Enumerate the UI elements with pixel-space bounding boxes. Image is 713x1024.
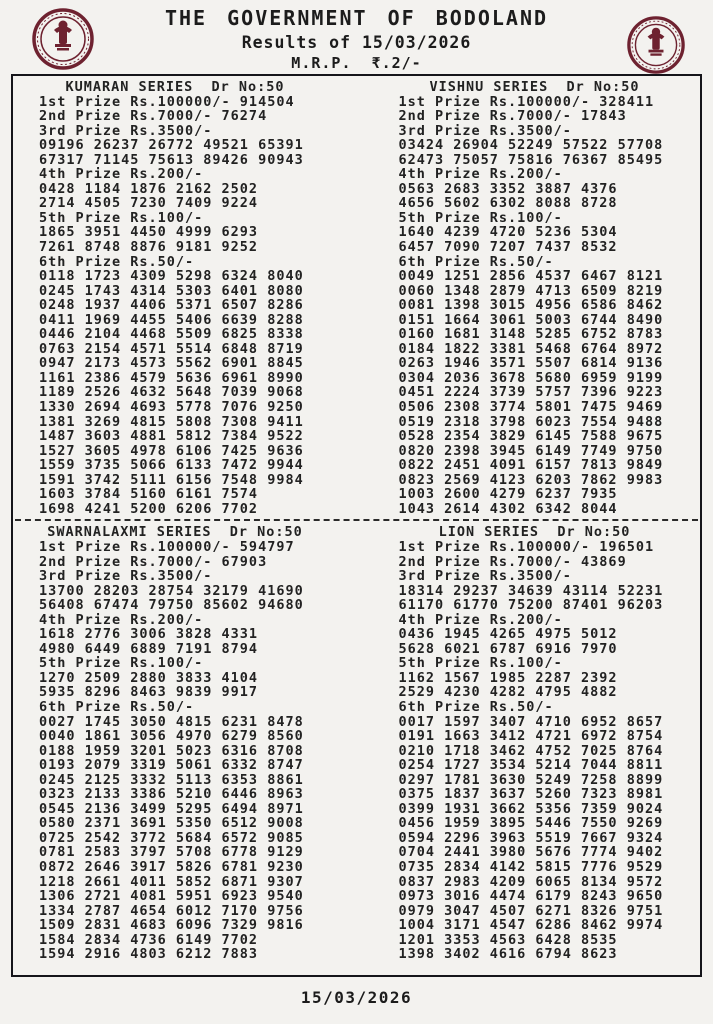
winning-numbers-row: 0735 2834 4142 5815 7776 9529 bbox=[398, 858, 664, 875]
winning-numbers-row: 0160 1681 3148 5285 6752 8783 bbox=[398, 326, 664, 343]
winning-numbers-row: 1398 3402 4616 6794 8623 bbox=[398, 946, 618, 963]
winning-numbers-row: 61170 61770 75200 87401 96203 bbox=[398, 597, 664, 614]
prize-label: 5th Prize Rs.100/- bbox=[39, 209, 204, 226]
winning-numbers-row: 0947 2173 4573 5562 6901 8845 bbox=[39, 355, 304, 372]
winning-numbers-row: 09196 26237 26772 49521 65391 bbox=[39, 137, 304, 154]
winning-numbers-row: 1865 3951 4450 4999 6293 bbox=[39, 224, 259, 241]
winning-numbers-row: 0411 1969 4455 5406 6639 8288 bbox=[39, 311, 304, 328]
winning-numbers-row: 1306 2721 4081 5951 6923 9540 bbox=[39, 888, 304, 905]
winning-numbers-row: 1487 3603 4881 5812 7384 9522 bbox=[39, 428, 304, 445]
winning-numbers-row: 0436 1945 4265 4975 5012 bbox=[398, 626, 618, 643]
prize-label: 6th Prize Rs.50/- bbox=[39, 253, 195, 270]
winning-numbers-row: 0040 1861 3056 4970 6279 8560 bbox=[39, 728, 304, 745]
prize-label: 5th Prize Rs.100/- bbox=[39, 655, 204, 672]
winning-numbers-row: 13700 28203 28754 32179 41690 bbox=[39, 582, 304, 599]
winning-numbers-row: 0979 3047 4507 6271 8326 9751 bbox=[398, 902, 664, 919]
winning-numbers-row: 67317 71145 75613 89426 90943 bbox=[39, 151, 304, 168]
winning-numbers-row: 6457 7090 7207 7437 8532 bbox=[398, 239, 618, 256]
winning-numbers-row: 1594 2916 4803 6212 7883 bbox=[39, 946, 259, 963]
winning-numbers-row: 0210 1718 3462 4752 7025 8764 bbox=[398, 742, 664, 759]
winning-numbers-row: 0193 2079 3319 5061 6332 8747 bbox=[39, 757, 304, 774]
winning-numbers-row: 0519 2318 3798 6023 7554 9488 bbox=[398, 413, 664, 430]
page-title: THE GOVERNMENT OF BODOLAND bbox=[164, 6, 549, 30]
winning-numbers-row: 0506 2308 3774 5801 7475 9469 bbox=[398, 399, 664, 416]
winning-numbers-row: 0763 2154 4571 5514 6848 8719 bbox=[39, 340, 304, 357]
winning-numbers-row: 0399 1931 3662 5356 7359 9024 bbox=[398, 800, 664, 817]
winning-numbers-row: 0823 2569 4123 6203 7862 9983 bbox=[398, 471, 664, 488]
government-emblem-icon bbox=[625, 14, 687, 76]
winning-numbers-row: 1584 2834 4736 6149 7702 bbox=[39, 931, 259, 948]
winning-numbers-row: 5935 8296 8463 9839 9917 bbox=[39, 684, 259, 701]
winning-numbers-row: 1527 3605 4978 6106 7425 9636 bbox=[39, 442, 304, 459]
winning-numbers-row: 1509 2831 4683 6096 7329 9816 bbox=[39, 917, 304, 934]
winning-numbers-row: 4980 6449 6889 7191 8794 bbox=[39, 640, 259, 657]
winning-numbers-row: 0323 2133 3386 5210 6446 8963 bbox=[39, 786, 304, 803]
winning-numbers-row: 0049 1251 2856 4537 6467 8121 bbox=[398, 268, 664, 285]
prize-label: 1st Prize Rs.100000/- 328411 bbox=[398, 93, 655, 110]
winning-numbers-row: 0973 3016 4474 6179 8243 9650 bbox=[398, 888, 664, 905]
dashed-divider bbox=[15, 519, 698, 521]
winning-numbers-row: 2529 4230 4282 4795 4882 bbox=[398, 684, 618, 701]
series-title: LION SERIES Dr No:50 bbox=[438, 524, 631, 541]
prize-label: 2nd Prize Rs.7000/- 43869 bbox=[398, 553, 627, 570]
winning-numbers-row: 0528 2354 3829 6145 7588 9675 bbox=[398, 428, 664, 445]
winning-numbers-row: 1334 2787 4654 6012 7170 9756 bbox=[39, 902, 304, 919]
winning-numbers-row: 0451 2224 3739 5757 7396 9223 bbox=[398, 384, 664, 401]
winning-numbers-row: 0820 2398 3945 6149 7749 9750 bbox=[398, 442, 664, 459]
series-body bbox=[399, 525, 671, 961]
winning-numbers-row: 1591 3742 5111 6156 7548 9984 bbox=[39, 471, 304, 488]
winning-numbers-row: 0563 2683 3352 3887 4376 bbox=[398, 180, 618, 197]
footer-date: 15/03/2026 bbox=[300, 988, 413, 1007]
winning-numbers-row: 0248 1937 4406 5371 6507 8286 bbox=[39, 297, 304, 314]
results-box bbox=[11, 74, 702, 977]
series-body bbox=[39, 80, 311, 516]
mrp-label: M.R.P. ₹.2/- bbox=[291, 54, 422, 72]
series-section-swarnalaxmi bbox=[13, 525, 357, 961]
winning-numbers-row: 5628 6021 6787 6916 7970 bbox=[398, 640, 618, 657]
winning-numbers-row: 0304 2036 3678 5680 6959 9199 bbox=[398, 369, 664, 386]
winning-numbers-row: 0580 2371 3691 5350 6512 9008 bbox=[39, 815, 304, 832]
winning-numbers-row: 1201 3353 4563 6428 8535 bbox=[398, 931, 618, 948]
winning-numbers-row: 0456 1959 3895 5446 7550 9269 bbox=[398, 815, 664, 832]
winning-numbers-row: 0263 1946 3571 5507 6814 9136 bbox=[398, 355, 664, 372]
winning-numbers-row: 0781 2583 3797 5708 6778 9129 bbox=[39, 844, 304, 861]
prize-label: 3rd Prize Rs.3500/- bbox=[39, 122, 213, 139]
winning-numbers-row: 0188 1959 3201 5023 6316 8708 bbox=[39, 742, 304, 759]
winning-numbers-row: 1043 2614 4302 6342 8044 bbox=[398, 500, 618, 517]
prize-label: 4th Prize Rs.200/- bbox=[398, 611, 563, 628]
winning-numbers-row: 18314 29237 34639 43114 52231 bbox=[398, 582, 664, 599]
prize-label: 1st Prize Rs.100000/- 594797 bbox=[39, 538, 295, 555]
series-title: KUMARAN SERIES Dr No:50 bbox=[65, 79, 285, 95]
winning-numbers-row: 4656 5602 6302 8088 8728 bbox=[398, 195, 618, 212]
winning-numbers-row: 1603 3784 5160 6161 7574 bbox=[39, 486, 259, 503]
winning-numbers-row: 0027 1745 3050 4815 6231 8478 bbox=[39, 713, 304, 730]
winning-numbers-row: 0375 1837 3637 5260 7323 8981 bbox=[398, 786, 664, 803]
prize-label: 1st Prize Rs.100000/- 914504 bbox=[39, 93, 295, 110]
prize-label: 2nd Prize Rs.7000/- 17843 bbox=[398, 108, 627, 125]
winning-numbers-row: 0545 2136 3499 5295 6494 8971 bbox=[39, 800, 304, 817]
winning-numbers-row: 0254 1727 3534 5214 7044 8811 bbox=[398, 757, 664, 774]
prize-label: 6th Prize Rs.50/- bbox=[398, 253, 554, 270]
winning-numbers-row: 03424 26904 52249 57522 57708 bbox=[398, 137, 664, 154]
winning-numbers-row: 0081 1398 3015 4956 6586 8462 bbox=[398, 297, 664, 314]
header-titles bbox=[0, 6, 713, 72]
winning-numbers-row: 1381 3269 4815 5808 7308 9411 bbox=[39, 413, 304, 430]
winning-numbers-row: 0118 1723 4309 5298 6324 8040 bbox=[39, 268, 304, 285]
winning-numbers-row: 2714 4505 7230 7409 9224 bbox=[39, 195, 259, 212]
winning-numbers-row: 0245 1743 4314 5303 6401 8080 bbox=[39, 282, 304, 299]
series-title: VISHNU SERIES Dr No:50 bbox=[429, 79, 640, 95]
series-body bbox=[399, 80, 671, 516]
prize-label: 4th Prize Rs.200/- bbox=[398, 166, 563, 183]
winning-numbers-row: 56408 67474 79750 85602 94680 bbox=[39, 597, 304, 614]
prize-label: 2nd Prize Rs.7000/- 76274 bbox=[39, 108, 268, 125]
winning-numbers-row: 1559 3735 5066 6133 7472 9944 bbox=[39, 457, 304, 474]
winning-numbers-row: 0704 2441 3980 5676 7774 9402 bbox=[398, 844, 664, 861]
winning-numbers-row: 0872 2646 3917 5826 6781 9230 bbox=[39, 858, 304, 875]
prize-label: 5th Prize Rs.100/- bbox=[398, 209, 563, 226]
series-section-lion bbox=[357, 525, 701, 961]
winning-numbers-row: 0725 2542 3772 5684 6572 9085 bbox=[39, 829, 304, 846]
prize-label: 2nd Prize Rs.7000/- 67903 bbox=[39, 553, 268, 570]
winning-numbers-row: 1698 4241 5200 6206 7702 bbox=[39, 500, 259, 517]
prize-label: 5th Prize Rs.100/- bbox=[398, 655, 563, 672]
series-section-vishnu bbox=[357, 80, 701, 516]
winning-numbers-row: 62473 75057 75816 76367 85495 bbox=[398, 151, 664, 168]
prize-label: 6th Prize Rs.50/- bbox=[39, 698, 195, 715]
prize-label: 3rd Prize Rs.3500/- bbox=[39, 568, 213, 585]
winning-numbers-row: 1618 2776 3006 3828 4331 bbox=[39, 626, 259, 643]
winning-numbers-row: 1640 4239 4720 5236 5304 bbox=[398, 224, 618, 241]
winning-numbers-row: 1003 2600 4279 6237 7935 bbox=[398, 486, 618, 503]
series-body bbox=[39, 525, 311, 961]
prize-label: 1st Prize Rs.100000/- 196501 bbox=[398, 538, 655, 555]
winning-numbers-row: 0245 2125 3332 5113 6353 8861 bbox=[39, 771, 304, 788]
winning-numbers-row: 0017 1597 3407 4710 6952 8657 bbox=[398, 713, 664, 730]
winning-numbers-row: 1162 1567 1985 2287 2392 bbox=[398, 669, 618, 686]
prize-label: 4th Prize Rs.200/- bbox=[39, 166, 204, 183]
winning-numbers-row: 0446 2104 4468 5509 6825 8338 bbox=[39, 326, 304, 343]
winning-numbers-row: 0151 1664 3061 5003 6744 8490 bbox=[398, 311, 664, 328]
winning-numbers-row: 0837 2983 4209 6065 8134 9572 bbox=[398, 873, 664, 890]
prize-label: 3rd Prize Rs.3500/- bbox=[398, 568, 572, 585]
winning-numbers-row: 1270 2509 2880 3833 4104 bbox=[39, 669, 259, 686]
prize-label: 4th Prize Rs.200/- bbox=[39, 611, 204, 628]
results-date-subtitle: Results of 15/03/2026 bbox=[241, 33, 472, 52]
winning-numbers-row: 1330 2694 4693 5778 7076 9250 bbox=[39, 399, 304, 416]
winning-numbers-row: 1218 2661 4011 5852 6871 9307 bbox=[39, 873, 304, 890]
document-header bbox=[0, 0, 713, 74]
winning-numbers-row: 0060 1348 2879 4713 6509 8219 bbox=[398, 282, 664, 299]
top-series-row bbox=[13, 80, 700, 516]
winning-numbers-row: 1161 2386 4579 5636 6961 8990 bbox=[39, 369, 304, 386]
bottom-series-row bbox=[13, 525, 700, 961]
winning-numbers-row: 7261 8748 8876 9181 9252 bbox=[39, 239, 259, 256]
winning-numbers-row: 0594 2296 3963 5519 7667 9324 bbox=[398, 829, 664, 846]
winning-numbers-row: 0184 1822 3381 5468 6764 8972 bbox=[398, 340, 664, 357]
prize-label: 3rd Prize Rs.3500/- bbox=[398, 122, 572, 139]
series-title: SWARNALAXMI SERIES Dr No:50 bbox=[47, 524, 303, 541]
prize-label: 6th Prize Rs.50/- bbox=[398, 698, 554, 715]
winning-numbers-row: 1189 2526 4632 5648 7039 9068 bbox=[39, 384, 304, 401]
winning-numbers-row: 0297 1781 3630 5249 7258 8899 bbox=[398, 771, 664, 788]
winning-numbers-row: 0822 2451 4091 6157 7813 9849 bbox=[398, 457, 664, 474]
series-section-kumaran bbox=[13, 80, 357, 516]
winning-numbers-row: 0428 1184 1876 2162 2502 bbox=[39, 180, 259, 197]
winning-numbers-row: 0191 1663 3412 4721 6972 8754 bbox=[398, 728, 664, 745]
winning-numbers-row: 1004 3171 4547 6286 8462 9974 bbox=[398, 917, 664, 934]
